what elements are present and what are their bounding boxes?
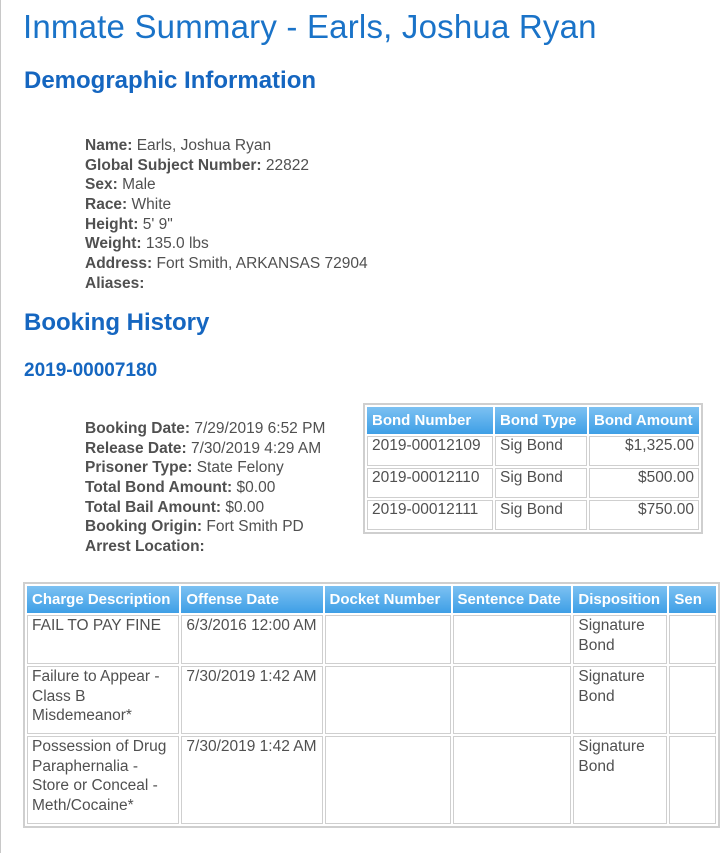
field-sex: Sex: Male (85, 176, 156, 194)
charge-description-cell: FAIL TO PAY FINE (27, 615, 179, 664)
field-address: Address: Fort Smith, ARKANSAS 72904 (85, 255, 368, 273)
booking-fields (85, 419, 325, 557)
field-arrest-location: Arrest Location: (85, 538, 205, 556)
sentence-cell (669, 666, 716, 734)
bond-amount-cell: $500.00 (589, 468, 699, 498)
sentence-date-cell (453, 736, 572, 824)
field-prisoner-type: Prisoner Type: State Felony (85, 459, 284, 477)
charge-description-cell: Failure to Appear - Class B Misdemeanor* (27, 666, 179, 734)
bond-type-cell: Sig Bond (495, 500, 587, 530)
bond-table (363, 403, 703, 534)
offense-date-cell: 6/3/2016 12:00 AM (181, 615, 322, 664)
bond-amount-cell: $1,325.00 (589, 436, 699, 466)
sentence-date-cell (453, 615, 572, 664)
page-left-border (0, 0, 1, 853)
offense-date-header: Offense Date (181, 586, 322, 613)
demographic-heading: Demographic Information (24, 67, 317, 94)
field-global-subject-number: Global Subject Number: 22822 (85, 156, 309, 174)
field-height: Height: 5' 9" (85, 215, 173, 233)
docket-number-cell (325, 615, 451, 664)
table-row (367, 436, 699, 466)
field-weight: Weight: 135.0 lbs (85, 235, 209, 253)
field-total-bail-amount: Total Bail Amount: $0.00 (85, 498, 265, 516)
bond-number-cell: 2019-00012109 (367, 436, 493, 466)
booking-number: 2019-00007180 (24, 360, 158, 381)
charge-description-cell: Possession of Drug Paraphernalia - Store or Conceal - Meth/Cocaine* (27, 736, 179, 824)
docket-number-cell (325, 666, 451, 734)
bond-number-cell: 2019-00012111 (367, 500, 493, 530)
docket-number-header: Docket Number (325, 586, 451, 613)
disposition-cell: Signature Bond (573, 615, 667, 664)
bond-type-cell: Sig Bond (495, 468, 587, 498)
bond-table-header (367, 407, 699, 434)
table-row (367, 500, 699, 530)
offense-date-cell: 7/30/2019 1:42 AM (181, 666, 322, 734)
sentence-date-cell (453, 666, 572, 734)
table-row (27, 666, 716, 734)
field-total-bond-amount: Total Bond Amount: $0.00 (85, 479, 276, 497)
field-release-date: Release Date: 7/30/2019 4:29 AM (85, 439, 322, 457)
booking-history-heading: Booking History (24, 309, 210, 336)
bond-number-cell: 2019-00012110 (367, 468, 493, 498)
page-title: Inmate Summary - Earls, Joshua Ryan (23, 8, 597, 45)
field-race: Race: White (85, 196, 172, 214)
bond-amount-cell: $750.00 (589, 500, 699, 530)
disposition-cell: Signature Bond (573, 736, 667, 824)
disposition-cell: Signature Bond (573, 666, 667, 734)
bond-amount-header: Bond Amount (589, 407, 699, 434)
docket-number-cell (325, 736, 451, 824)
field-aliases: Aliases: (85, 274, 145, 292)
field-booking-origin: Booking Origin: Fort Smith PD (85, 518, 304, 536)
sentence-header: Sen (669, 586, 716, 613)
charges-table (23, 582, 720, 828)
charges-table-header (27, 586, 716, 613)
table-row (27, 736, 716, 824)
bond-type-cell: Sig Bond (495, 436, 587, 466)
field-name: Name: Earls, Joshua Ryan (85, 137, 272, 154)
table-row (367, 468, 699, 498)
field-booking-date: Booking Date: 7/29/2019 6:52 PM (85, 420, 326, 437)
table-row (27, 615, 716, 664)
demographic-fields (85, 136, 368, 294)
sentence-cell (669, 736, 716, 824)
sentence-date-header: Sentence Date (453, 586, 572, 613)
sentence-cell (669, 615, 716, 664)
offense-date-cell: 7/30/2019 1:42 AM (181, 736, 322, 824)
bond-number-header: Bond Number (367, 407, 493, 434)
disposition-header: Disposition (573, 586, 667, 613)
bond-type-header: Bond Type (495, 407, 587, 434)
charge-description-header: Charge Description (27, 586, 179, 613)
